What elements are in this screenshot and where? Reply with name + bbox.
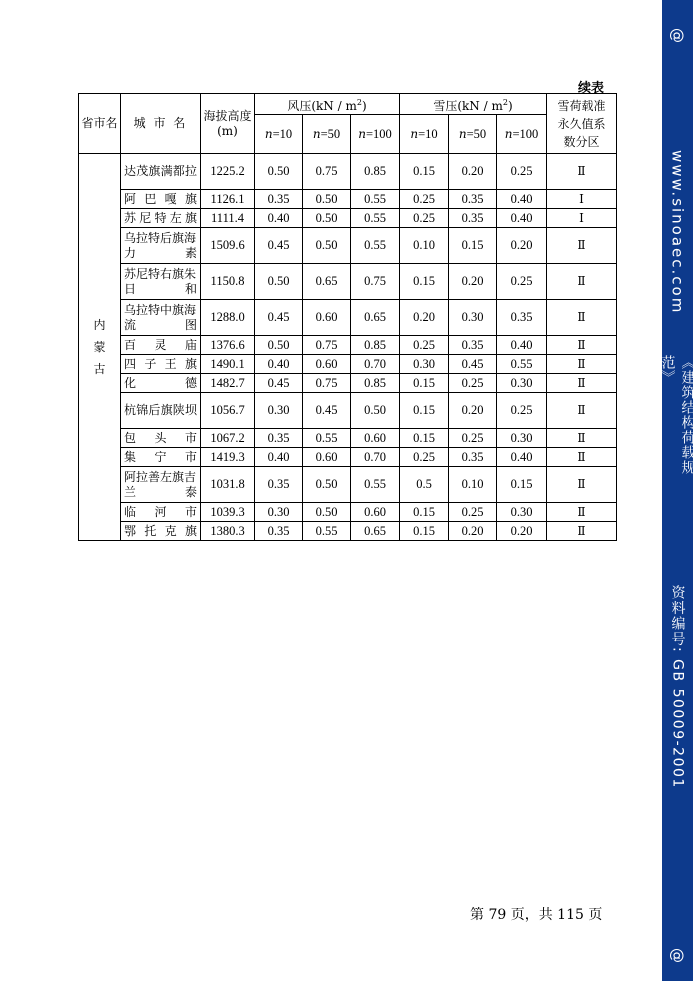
snow-n50-value: 0.20: [449, 264, 497, 300]
snow-n100-value: 0.40: [497, 209, 547, 228]
snow-n50-value: 0.35: [449, 209, 497, 228]
header-altitude: [201, 94, 255, 154]
header-wind-n50: [303, 115, 351, 154]
header-wind-n10: [255, 115, 303, 154]
table-row: [79, 429, 617, 448]
snow-n100-value: 0.30: [497, 429, 547, 448]
n10-label: =10: [272, 126, 293, 141]
wind-n100-value: 0.70: [351, 355, 400, 374]
n-symbol: n: [458, 126, 467, 141]
altitude-value: 1380.3: [201, 522, 255, 541]
snow-n100-value: 0.30: [497, 503, 547, 522]
city-name: 达茂旗满都拉: [121, 154, 201, 190]
header-wind-n100: [351, 115, 400, 154]
zone-value: Ⅱ: [547, 448, 617, 467]
snow-n100-value: 0.15: [497, 467, 547, 503]
table-row: [79, 336, 617, 355]
snow-n50-value: 0.15: [449, 228, 497, 264]
zone-value: Ⅱ: [547, 503, 617, 522]
table-row: [79, 522, 617, 541]
snow-n100-value: 0.20: [497, 522, 547, 541]
zone-value: Ⅰ: [547, 190, 617, 209]
city-name: 化德: [121, 374, 201, 393]
altitude-value: 1225.2: [201, 154, 255, 190]
wind-n100-value: 0.85: [351, 154, 400, 190]
wind-n10-value: 0.50: [255, 336, 303, 355]
city-name: 阿拉善左旗吉兰泰: [121, 467, 201, 503]
province-name: 内蒙古: [93, 318, 106, 376]
snow-n50-value: 0.20: [449, 154, 497, 190]
altitude-value: 1126.1: [201, 190, 255, 209]
altitude-value: 1490.1: [201, 355, 255, 374]
altitude-value: 1482.7: [201, 374, 255, 393]
wind-n100-value: 0.55: [351, 190, 400, 209]
wind-n100-value: 0.85: [351, 374, 400, 393]
zone-value: Ⅱ: [547, 300, 617, 336]
table-row: [79, 190, 617, 209]
altitude-value: 1067.2: [201, 429, 255, 448]
altitude-value: 1419.3: [201, 448, 255, 467]
city-name: 包头市: [121, 429, 201, 448]
wind-n50-value: 0.50: [303, 503, 351, 522]
altitude-value: 1376.6: [201, 336, 255, 355]
altitude-value: 1150.8: [201, 264, 255, 300]
n-symbol: n: [264, 126, 273, 141]
wind-pressure-suffix: ): [361, 98, 367, 113]
province-cell: [79, 154, 121, 541]
table-row: [79, 209, 617, 228]
snow-n10-value: 0.15: [400, 393, 449, 429]
zone-value: Ⅰ: [547, 209, 617, 228]
city-name: 苏尼特左旗: [121, 209, 201, 228]
snow-n100-value: 0.25: [497, 264, 547, 300]
zone-value: Ⅱ: [547, 228, 617, 264]
wind-n50-value: 0.50: [303, 467, 351, 503]
city-name: 苏尼特右旗朱日和: [121, 264, 201, 300]
table-row: [79, 264, 617, 300]
header-city: 城 市 名: [121, 94, 201, 154]
sidebar-at-symbol-bottom: @: [668, 948, 687, 964]
sidebar-band: [659, 0, 696, 981]
snow-n10-value: 0.25: [400, 336, 449, 355]
wind-n50-value: 0.50: [303, 209, 351, 228]
wind-n10-value: 0.30: [255, 393, 303, 429]
snow-n100-value: 0.40: [497, 336, 547, 355]
wind-n50-value: 0.75: [303, 374, 351, 393]
snow-n10-value: 0.15: [400, 429, 449, 448]
page-number: 第 79 页，共 115 页: [470, 907, 603, 923]
snow-n10-value: 0.15: [400, 374, 449, 393]
table-row: [79, 467, 617, 503]
sidebar-at-symbol-top: @: [668, 28, 687, 44]
snow-n50-value: 0.20: [449, 393, 497, 429]
wind-n10-value: 0.40: [255, 448, 303, 467]
data-table: [78, 93, 617, 541]
wind-n10-value: 0.35: [255, 522, 303, 541]
table-row: [79, 503, 617, 522]
snow-pressure-suffix: ): [507, 98, 513, 113]
zone-value: Ⅱ: [547, 355, 617, 374]
altitude-value: 1031.8: [201, 467, 255, 503]
wind-n10-value: 0.35: [255, 467, 303, 503]
altitude-value: 1111.4: [201, 209, 255, 228]
snow-n10-value: 0.20: [400, 300, 449, 336]
city-name: 杭锦后旗陕坝: [121, 393, 201, 429]
snow-n100-value: 0.55: [497, 355, 547, 374]
snow-n100-value: 0.25: [497, 154, 547, 190]
wind-n10-value: 0.45: [255, 374, 303, 393]
snow-pressure-sup: 2: [502, 97, 508, 107]
snow-n100-value: 0.25: [497, 393, 547, 429]
wind-n50-value: 0.60: [303, 300, 351, 336]
city-name: 鄂托克旗: [121, 522, 201, 541]
city-name: 乌拉特后旗海力素: [121, 228, 201, 264]
snow-n100-value: 0.30: [497, 374, 547, 393]
n-symbol: n: [312, 126, 321, 141]
sidebar-url: www.sinoaec.com: [668, 150, 687, 315]
wind-n10-value: 0.40: [255, 355, 303, 374]
snow-n50-value: 0.30: [449, 300, 497, 336]
wind-n100-value: 0.60: [351, 429, 400, 448]
snow-n10-value: 0.10: [400, 228, 449, 264]
wind-n50-value: 0.75: [303, 154, 351, 190]
snow-n50-value: 0.20: [449, 522, 497, 541]
wind-n100-value: 0.55: [351, 467, 400, 503]
n100-label: =100: [512, 126, 539, 141]
wind-n100-value: 0.55: [351, 228, 400, 264]
snow-n10-value: 0.25: [400, 209, 449, 228]
wind-n10-value: 0.35: [255, 190, 303, 209]
zone-value: Ⅱ: [547, 429, 617, 448]
snow-n50-value: 0.35: [449, 336, 497, 355]
snow-n10-value: 0.15: [400, 154, 449, 190]
wind-n50-value: 0.75: [303, 336, 351, 355]
wind-n100-value: 0.75: [351, 264, 400, 300]
table-row: [79, 154, 617, 190]
zone-value: Ⅱ: [547, 264, 617, 300]
snow-n100-value: 0.20: [497, 228, 547, 264]
wind-pressure-sup: 2: [356, 97, 362, 107]
snow-n10-value: 0.5: [400, 467, 449, 503]
wind-n10-value: 0.45: [255, 300, 303, 336]
n-symbol: n: [410, 126, 419, 141]
wind-n100-value: 0.60: [351, 503, 400, 522]
wind-n50-value: 0.65: [303, 264, 351, 300]
zone-value: Ⅱ: [547, 154, 617, 190]
city-name: 阿巴嘎旗: [121, 190, 201, 209]
snow-n50-value: 0.45: [449, 355, 497, 374]
wind-n10-value: 0.50: [255, 154, 303, 190]
header-altitude-label: 海拔高度: [203, 108, 252, 123]
wind-n50-value: 0.60: [303, 448, 351, 467]
snow-n50-value: 0.35: [449, 190, 497, 209]
wind-n100-value: 0.70: [351, 448, 400, 467]
header-snow-pressure: [400, 94, 547, 115]
n50-label: =50: [466, 126, 487, 141]
wind-n10-value: 0.50: [255, 264, 303, 300]
city-name: 集宁市: [121, 448, 201, 467]
snow-n10-value: 0.25: [400, 190, 449, 209]
snow-n10-value: 0.15: [400, 264, 449, 300]
table-row: [79, 355, 617, 374]
altitude-value: 1288.0: [201, 300, 255, 336]
snow-n10-value: 0.15: [400, 522, 449, 541]
table-row: [79, 228, 617, 264]
n-symbol: n: [504, 126, 513, 141]
zone-value: Ⅱ: [547, 374, 617, 393]
wind-n50-value: 0.55: [303, 522, 351, 541]
continuation-label: 续表: [578, 81, 605, 96]
wind-pressure-prefix: 风压(kN / m: [287, 98, 357, 113]
n100-label: =100: [365, 126, 392, 141]
wind-n10-value: 0.40: [255, 209, 303, 228]
city-name: 乌拉特中旗海流图: [121, 300, 201, 336]
wind-n10-value: 0.35: [255, 429, 303, 448]
snow-pressure-prefix: 雪压(kN / m: [433, 98, 503, 113]
table-row: [79, 393, 617, 429]
wind-n100-value: 0.65: [351, 300, 400, 336]
zone-value: Ⅱ: [547, 467, 617, 503]
n50-label: =50: [320, 126, 341, 141]
header-wind-pressure: [255, 94, 400, 115]
wind-n50-value: 0.50: [303, 190, 351, 209]
wind-n100-value: 0.85: [351, 336, 400, 355]
zone-value: Ⅱ: [547, 336, 617, 355]
header-snow-n10: [400, 115, 449, 154]
zone-value: Ⅱ: [547, 393, 617, 429]
city-name: 百灵庙: [121, 336, 201, 355]
header-altitude-unit: (m): [217, 123, 238, 138]
snow-n100-value: 0.40: [497, 190, 547, 209]
header-province: 省市名: [79, 94, 121, 154]
wind-n50-value: 0.50: [303, 228, 351, 264]
table-row: [79, 374, 617, 393]
wind-n50-value: 0.55: [303, 429, 351, 448]
city-name: 四子王旗: [121, 355, 201, 374]
wind-n50-value: 0.45: [303, 393, 351, 429]
zone-value: Ⅱ: [547, 522, 617, 541]
header-snow-zone: 雪荷载准永久值系数分区: [547, 94, 617, 154]
header-snow-n50: [449, 115, 497, 154]
sidebar-code-label: 资料编号: GB 50009-2001: [669, 585, 686, 789]
altitude-value: 1056.7: [201, 393, 255, 429]
header-snow-n100: [497, 115, 547, 154]
table-row: [79, 300, 617, 336]
snow-n100-value: 0.35: [497, 300, 547, 336]
sidebar-book-title: 《建筑结构荷载规范》: [659, 355, 696, 475]
wind-n100-value: 0.55: [351, 209, 400, 228]
snow-n100-value: 0.40: [497, 448, 547, 467]
n10-label: =10: [418, 126, 438, 141]
n-symbol: n: [358, 126, 366, 141]
snow-n50-value: 0.25: [449, 503, 497, 522]
snow-n50-value: 0.25: [449, 374, 497, 393]
wind-n100-value: 0.50: [351, 393, 400, 429]
snow-n50-value: 0.35: [449, 448, 497, 467]
snow-n10-value: 0.15: [400, 503, 449, 522]
header-row-1: [79, 94, 617, 115]
snow-n50-value: 0.10: [449, 467, 497, 503]
wind-n100-value: 0.65: [351, 522, 400, 541]
snow-n10-value: 0.25: [400, 448, 449, 467]
snow-n10-value: 0.30: [400, 355, 449, 374]
wind-n10-value: 0.30: [255, 503, 303, 522]
table-row: [79, 448, 617, 467]
altitude-value: 1039.3: [201, 503, 255, 522]
wind-n10-value: 0.45: [255, 228, 303, 264]
city-name: 临河市: [121, 503, 201, 522]
snow-n50-value: 0.25: [449, 429, 497, 448]
wind-n50-value: 0.60: [303, 355, 351, 374]
altitude-value: 1509.6: [201, 228, 255, 264]
